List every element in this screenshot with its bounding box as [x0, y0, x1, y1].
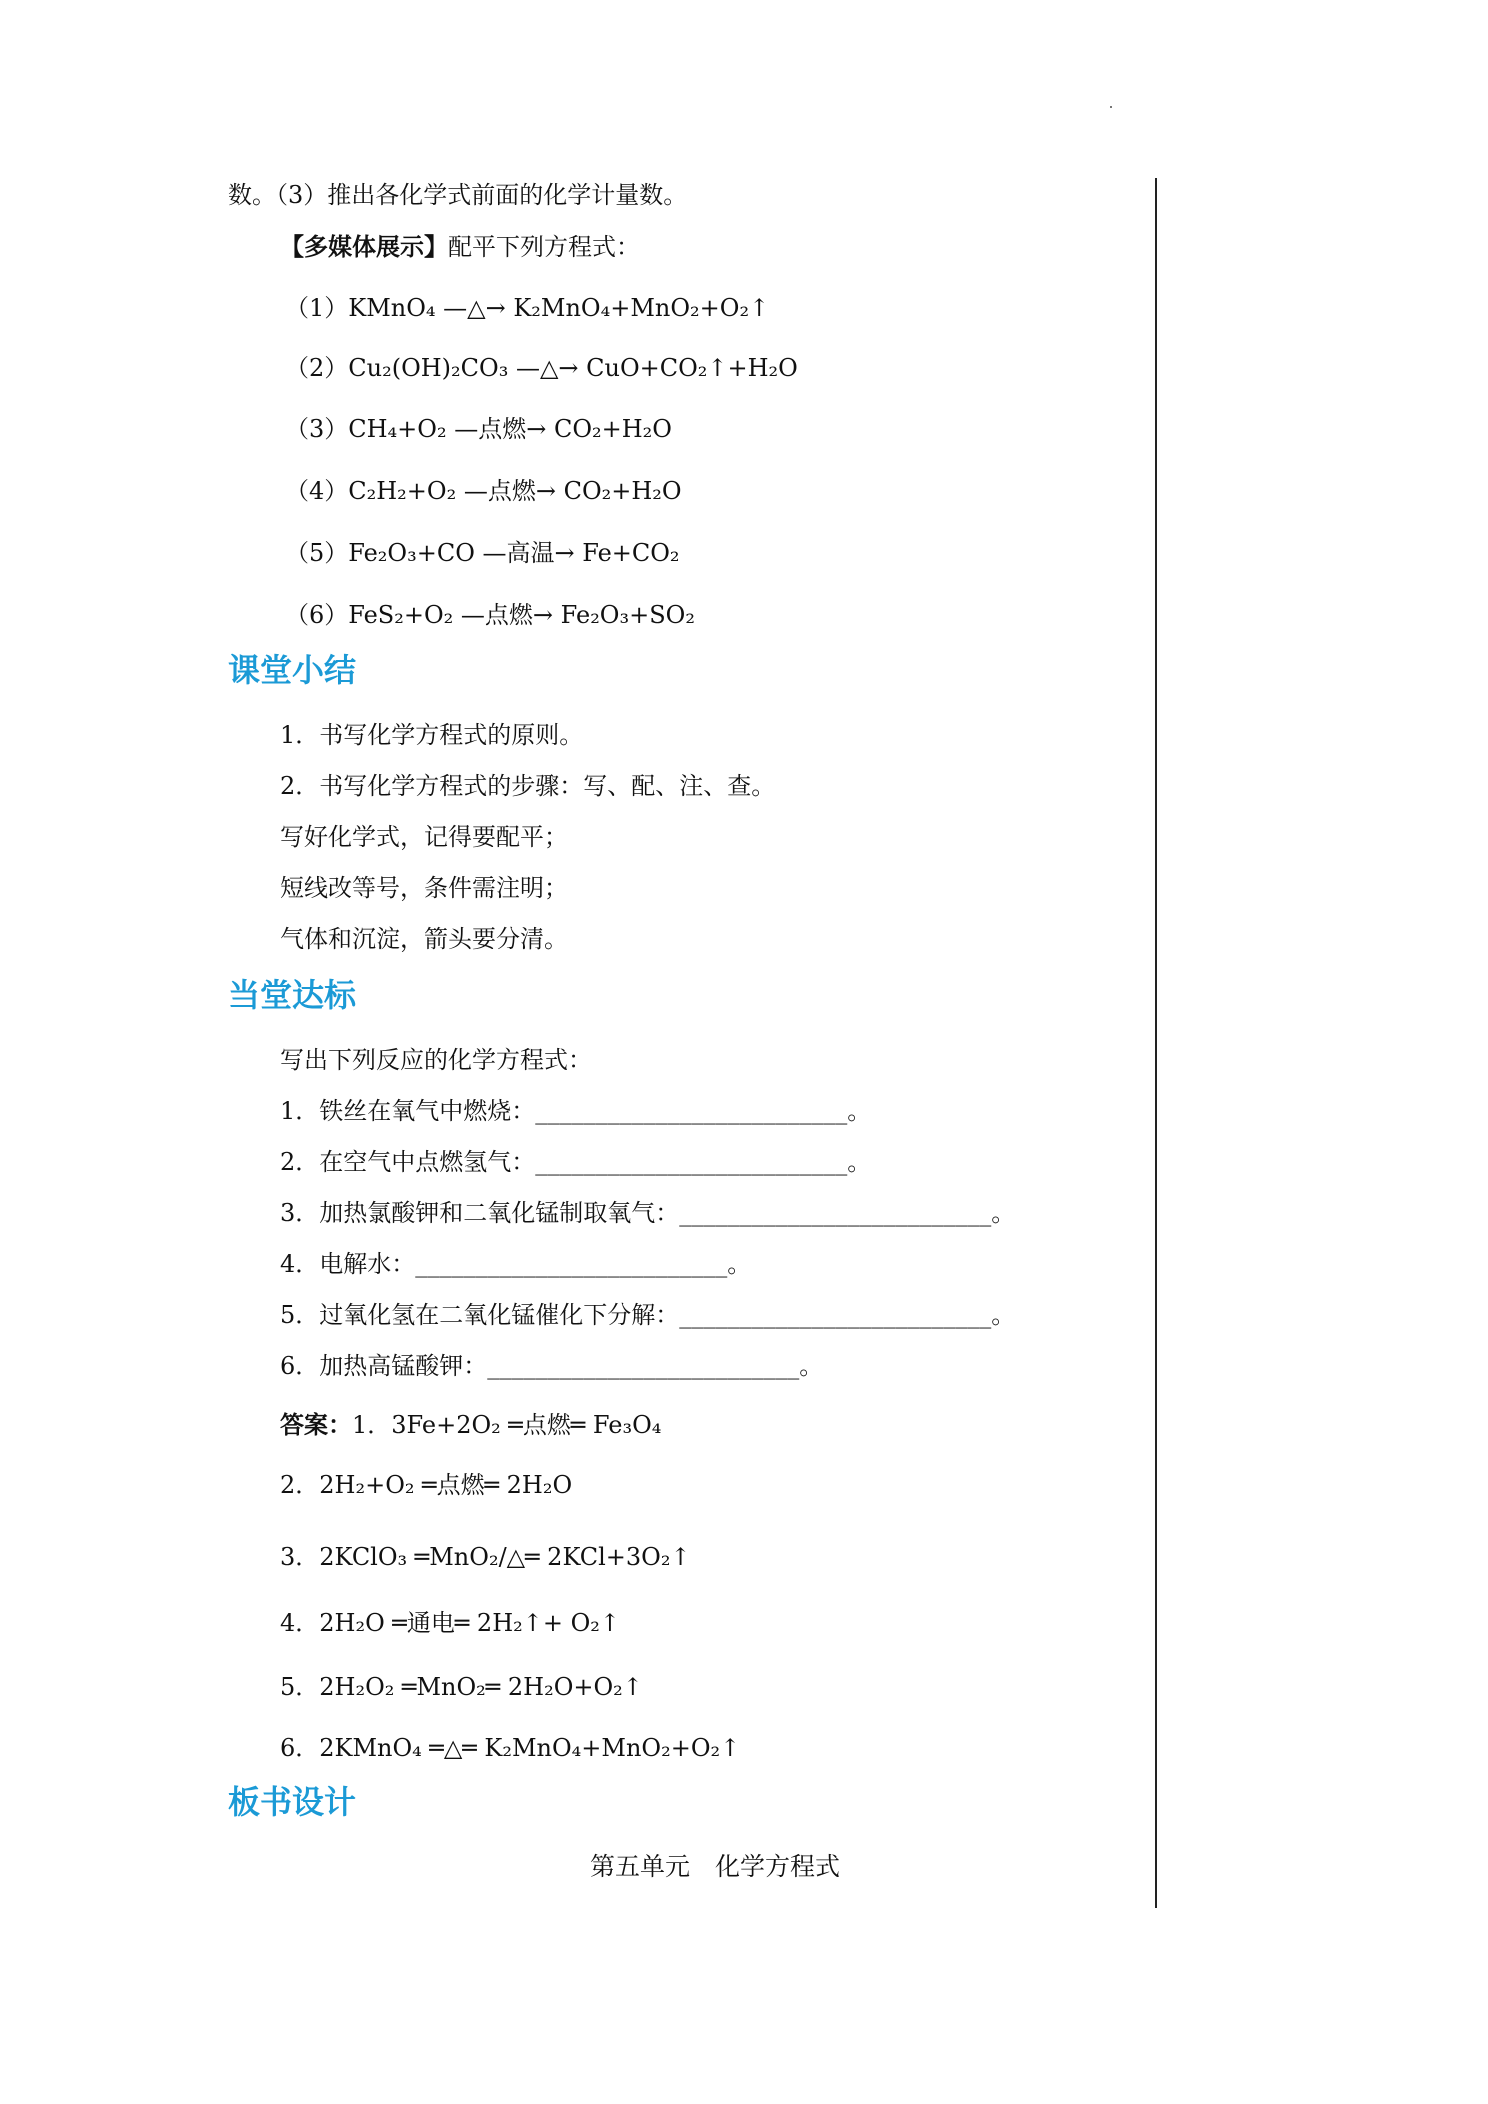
multimedia-prompt: 配平下列方程式：	[448, 233, 640, 261]
equation-3: （3）CH₄+O₂ —点燃→ CO₂+H₂O	[285, 415, 672, 443]
summary-heading: 课堂小结	[228, 651, 357, 689]
equation-1: （1）KMnO₄ —△→ K₂MnO₄+MnO₂+O₂↑	[285, 294, 770, 322]
practice-item-1: 1．铁丝在氧气中燃烧：__________________________。	[280, 1097, 872, 1125]
answer-label: 答案：	[280, 1411, 352, 1439]
summary-line-1: 1．书写化学方程式的原则。	[280, 721, 584, 749]
board-subtitle: 第五单元 化学方程式	[589, 1852, 840, 1881]
multimedia-tag: 【多媒体展示】	[280, 233, 448, 261]
equation-6: （6）FeS₂+O₂ —点燃→ Fe₂O₃+SO₂	[285, 601, 695, 629]
practice-prompt: 写出下列反应的化学方程式：	[280, 1046, 592, 1074]
equation-2: （2）Cu₂(OH)₂CO₃ —△→ CuO+CO₂↑+H₂O	[285, 354, 798, 382]
page-mark	[1110, 106, 1112, 108]
answer-line-3: 3．2KClO₃ ═MnO₂/△═ 2KCl+3O₂↑	[280, 1543, 691, 1571]
answer-line-6: 6．2KMnO₄ ═△═ K₂MnO₄+MnO₂+O₂↑	[280, 1734, 741, 1762]
multimedia-heading	[280, 232, 640, 262]
practice-item-6: 6．加热高锰酸钾：__________________________。	[280, 1352, 824, 1380]
answer-line-5: 5．2H₂O₂ ═MnO₂═ 2H₂O+O₂↑	[280, 1673, 643, 1701]
answer-1: 1．3Fe+2O₂ ═点燃═ Fe₃O₄	[352, 1411, 662, 1439]
board-heading: 板书设计	[228, 1783, 357, 1821]
answer-line-2: 2．2H₂+O₂ ═点燃═ 2H₂O	[280, 1471, 573, 1499]
answer-line-1	[280, 1410, 661, 1440]
practice-item-5: 5．过氧化氢在二氧化锰催化下分解：__________________________。	[280, 1301, 1016, 1329]
answer-line-4: 4．2H₂O ═通电═ 2H₂↑+ O₂↑	[280, 1609, 620, 1637]
practice-item-2: 2．在空气中点燃氢气：__________________________。	[280, 1148, 872, 1176]
summary-line-5: 气体和沉淀，箭头要分清。	[280, 925, 568, 953]
intro-line: 数。（3）推出各化学式前面的化学计量数。	[228, 181, 688, 209]
summary-line-2: 2．书写化学方程式的步骤：写、配、注、查。	[280, 772, 776, 800]
equation-5: （5）Fe₂O₃+CO —高温→ Fe+CO₂	[285, 539, 680, 567]
summary-line-4: 短线改等号，条件需注明；	[280, 874, 568, 902]
margin-rule	[1155, 178, 1157, 1908]
practice-item-3: 3．加热氯酸钾和二氧化锰制取氧气：__________________________。	[280, 1199, 1016, 1227]
summary-line-3: 写好化学式，记得要配平；	[280, 823, 568, 851]
practice-item-4: 4．电解水：__________________________。	[280, 1250, 752, 1278]
practice-heading: 当堂达标	[228, 976, 357, 1014]
equation-4: （4）C₂H₂+O₂ —点燃→ CO₂+H₂O	[285, 477, 682, 505]
